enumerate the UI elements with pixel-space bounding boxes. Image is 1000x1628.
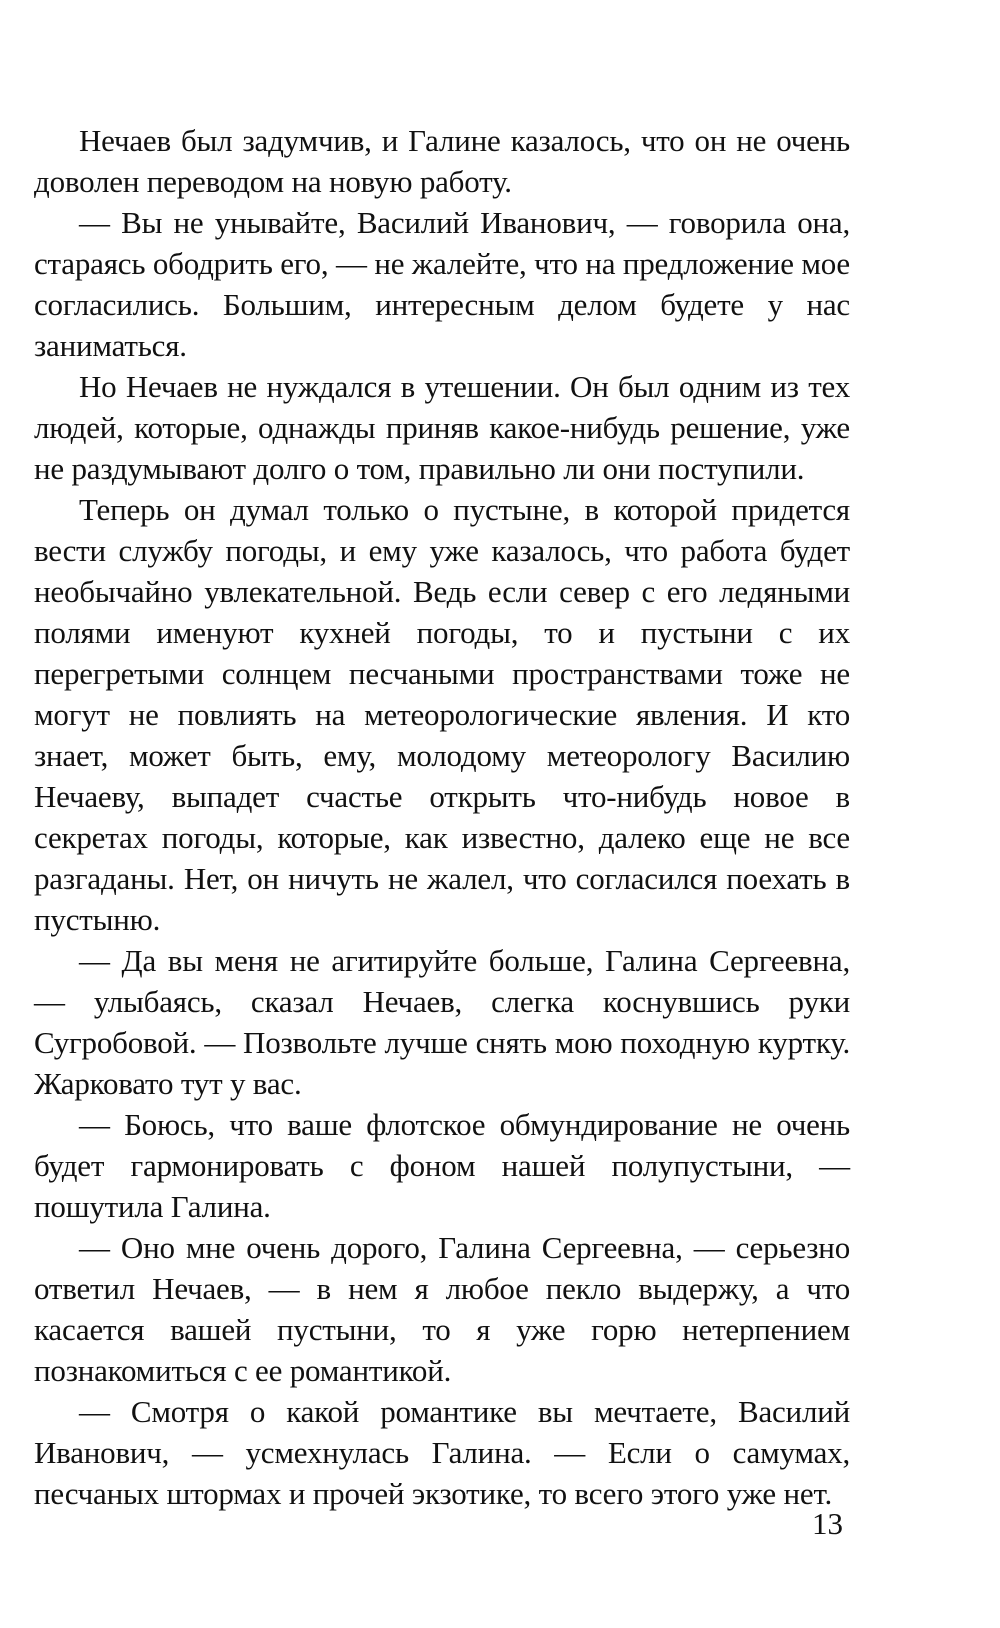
page-body-text: [34, 120, 850, 1514]
paragraph-1: Нечаев был задумчив, и Галине казалось, что он не очень доволен переводом на новую работу.: [34, 123, 850, 199]
paragraph-2: — Вы не унывайте, Василий Иванович, — говорила она, стараясь ободрить его, — не жалейте, что на предложение мое согласились. Большим, интересным делом будете у нас заниматься.: [34, 205, 850, 363]
paragraph-5: — Да вы меня не агитируйте больше, Галина Сергеевна, — улыбаясь, сказал Нечаев, слегка коснувшись руки Сугробовой. — Позвольте лучше снять мою походную куртку. Жарковато тут у вас.: [34, 943, 850, 1101]
paragraph-4: Теперь он думал только о пустыне, в которой придется вести службу погоды, и ему уже казалось, что работа будет необычайно увлекательной. Ведь если север с его ледяными полями именуют кухней погоды, то и пустыни с их перегретыми солнцем песчаными пространствами тоже не могут не повлиять на метеорологические явления. И кто знает, может быть, ему, молодому метеорологу Василию Нечаеву, выпадет счастье открыть что-нибудь новое в секретах погоды, которые, как известно, далеко еще не все разгаданы. Нет, он ничуть не жалел, что согласился поехать в пустыню.: [34, 492, 850, 937]
paragraph-8: — Смотря о какой романтике вы мечтаете, Василий Иванович, — усмехнулась Галина. — Если о самумах, песчаных штормах и прочей экзотике, то всего этого уже нет.: [34, 1394, 850, 1511]
paragraph-7: — Оно мне очень дорого, Галина Сергеевна, — серьезно ответил Нечаев, — в нем я любое пекло выдержу, а что касается вашей пустыни, то я уже горю нетерпением познакомиться с ее романтикой.: [34, 1230, 850, 1388]
paragraph-6: — Боюсь, что ваше флотское обмундирование не очень будет гармонировать с фоном нашей полупустыни, — пошутила Галина.: [34, 1107, 850, 1224]
paragraph-3: Но Нечаев не нуждался в утешении. Он был одним из тех людей, которые, однажды приняв какое-нибудь решение, уже не раздумывают долго о том, правильно ли они поступили.: [34, 369, 850, 486]
page-number: 13: [812, 1506, 843, 1541]
